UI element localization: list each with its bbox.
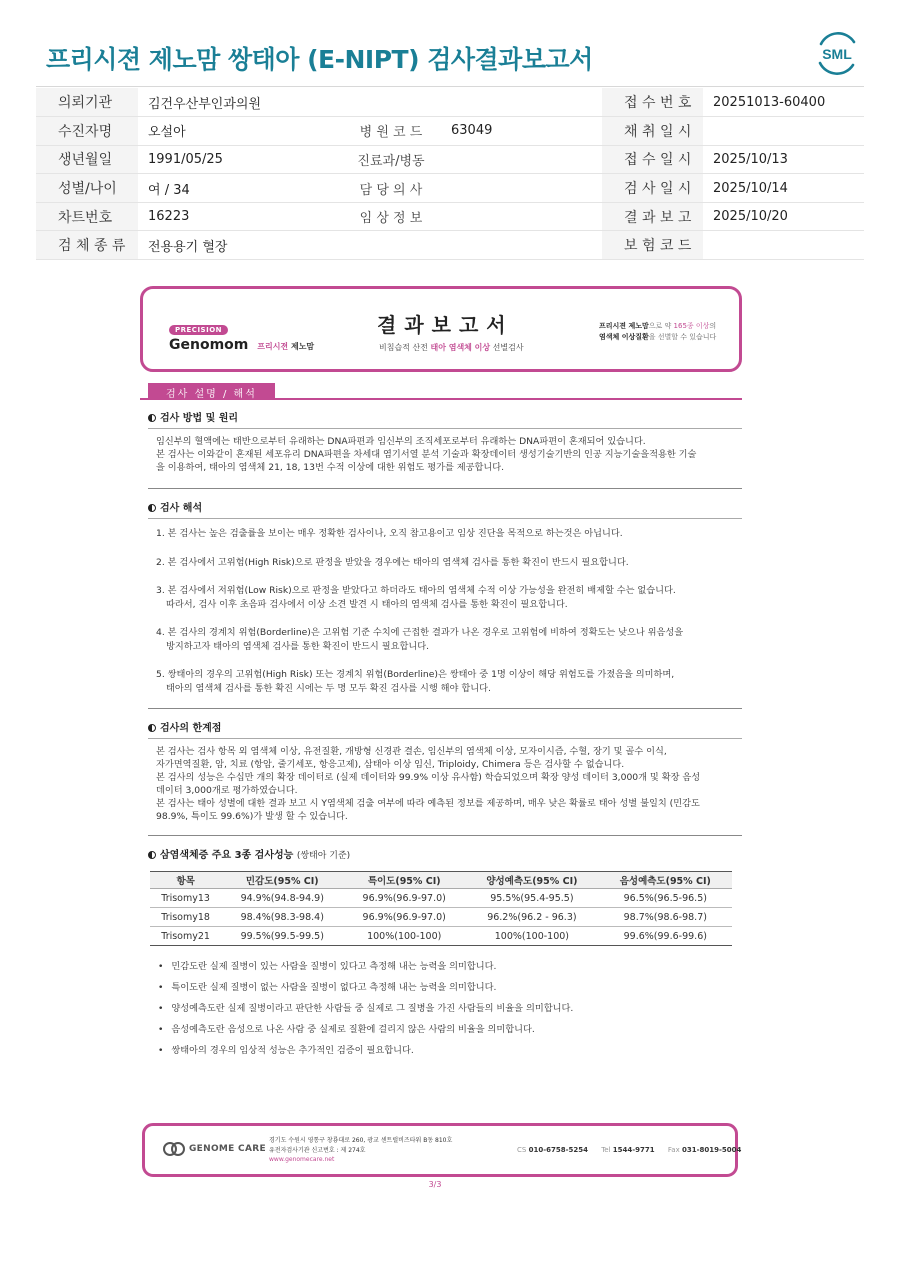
table-cell: Trisomy18 <box>150 908 221 927</box>
genome-care-mark-icon <box>163 1141 185 1157</box>
list-item: 4. 본 검사의 경계치 위험(Borderline)은 고위험 기준 수치에 근접한 결과가 나온 경우로 고위험에 비하여 정확도는 낮으나 위음성을 방지하고자 태아의 염색체 검사를 통한 확진이 반드시 필요합니다. <box>156 627 684 652</box>
report-subtitle: 비침습적 산전 태아 염색체 이상 선별검사 <box>379 343 524 352</box>
page-title: 프리시젼 제노맘 쌍태아 (E-NIPT) 검사결과보고서 <box>46 45 593 74</box>
info-value: 김건우산부인과의원 <box>138 88 341 117</box>
info-value <box>441 88 602 117</box>
half-circle-icon <box>148 724 156 732</box>
divider <box>148 708 742 709</box>
info-value: 여 / 34 <box>138 174 341 203</box>
sml-logo-text: SML <box>822 46 852 62</box>
info-label: 접 수 일 시 <box>602 145 703 174</box>
info-value: 오설아 <box>138 117 341 146</box>
table-cell: 96.5%(96.5-96.5) <box>599 889 732 908</box>
info-value: 2025/10/13 <box>703 145 864 174</box>
table-cell: 98.4%(98.3-98.4) <box>221 908 343 927</box>
info-value <box>441 231 602 260</box>
genome-care-logo <box>163 1141 266 1157</box>
fax-number: 031-8019-5004 <box>681 1146 742 1154</box>
section-tab: 검사 설명 / 해석 <box>148 383 275 400</box>
table-cell: 96.2%(96.2 - 96.3) <box>465 908 598 927</box>
info-row <box>36 117 864 146</box>
list-item: 1. 본 검사는 높은 검출률을 보이는 매우 정확한 검사이나, 오직 참고용이고 임상 진단을 목적으로 하는것은 아닙니다. <box>156 528 623 539</box>
info-value: 1991/05/25 <box>138 145 341 174</box>
definition-notes <box>158 958 742 1063</box>
info-value: 전용용기 혈장 <box>138 231 341 260</box>
table-cell: 98.7%(98.6-98.7) <box>599 908 732 927</box>
divider <box>148 488 742 489</box>
info-label: 병 원 코 드 <box>341 117 441 146</box>
footer-contact: CS 010-6758-5254 Tel 1544-9771 Fax 031-8019-5004 <box>517 1146 742 1154</box>
column-header: 양성예측도(95% CI) <box>465 872 598 889</box>
list-item: 3. 본 검사에서 저위험(Low Risk)으로 판정을 받았다고 하더라도 태아의 염색체 수적 이상 가능성을 완전히 배제할 수는 없습니다. 따라서, 검사 이후 초음파 검사에서 이상 소견 발견 시 태아의 염색체 검사를 통한 확진이 필요합니다. <box>156 585 676 610</box>
info-label: 접 수 번 호 <box>602 88 703 117</box>
report-title: 결과보고서 <box>377 313 514 337</box>
info-row <box>36 174 864 203</box>
column-header: 민감도(95% CI) <box>221 872 343 889</box>
performance-heading: 삼염색체증 주요 3종 검사성능 (쌍태아 기준) <box>148 846 742 865</box>
table-row <box>150 927 732 946</box>
info-value <box>703 117 864 146</box>
info-label: 임 상 정 보 <box>341 202 441 231</box>
info-label <box>341 88 441 117</box>
info-value: 63049 <box>441 117 602 146</box>
info-row <box>36 145 864 174</box>
info-row <box>36 88 864 117</box>
info-value <box>441 145 602 174</box>
section-tab-bar <box>140 382 742 400</box>
info-label: 의뢰기관 <box>36 88 138 117</box>
table-cell: 95.5%(95.4-95.5) <box>465 889 598 908</box>
info-label: 차트번호 <box>36 202 138 231</box>
limits-text: 본 검사는 검사 항목 외 염색체 이상, 유전질환, 개방형 신경관 결손, 임신부의 염색체 이상, 모자이시즘, 수혈, 장기 및 골수 이식, 자가면역질환, 암, 치료 (항암, 줄기세포, 항응고제), 삼태아 이상 임신, Triploidy, Chimera 등은 검사할 수 없습니다. 본 검사의 성능은 수십만 개의 확장 데이터로 (실제 데이터와 99.9% 이상 유사함) 학습되었으며 확장 양성 데이터 3,000개 및 확장 음성 데이터 3,000개로 평가하였습니다. 본 검사는 태아 성별에 대한 결과 보고 시 Y염색체 검출 여부에 따라 예측된 정보를 제공하며, 매우 낮은 확률로 태아 성별 불일치 (민감도 98.9%, 특이도 99.6%)가 발생 할 수 있습니다. <box>156 746 701 822</box>
report-header <box>140 286 742 372</box>
genomom-sub-pink: 프리시젼 <box>257 342 289 351</box>
title-divider <box>36 86 864 87</box>
table-cell: Trisomy21 <box>150 927 221 946</box>
column-header: 특이도(95% CI) <box>343 872 465 889</box>
sml-logo <box>812 30 862 76</box>
info-label: 채 취 일 시 <box>602 117 703 146</box>
genomom-logo <box>169 317 314 353</box>
table-cell: 96.9%(96.9-97.0) <box>343 889 465 908</box>
table-row <box>150 908 732 927</box>
info-label <box>341 231 441 260</box>
info-row <box>36 231 864 260</box>
half-circle-icon <box>148 504 156 512</box>
note-item: • 특이도란 실제 질병이 없는 사람을 질병이 없다고 측정해 내는 능력을 의미합니다. <box>158 979 742 1000</box>
genomom-sub: 제노맘 <box>290 342 315 351</box>
info-label: 성별/나이 <box>36 174 138 203</box>
info-label: 생년월일 <box>36 145 138 174</box>
info-label: 결 과 보 고 <box>602 202 703 231</box>
info-value: 16223 <box>138 202 341 231</box>
cs-number: 010-6758-5254 <box>528 1146 588 1154</box>
info-value <box>703 231 864 260</box>
interpretation-list <box>156 527 742 695</box>
table-cell: Trisomy13 <box>150 889 221 908</box>
tel-number: 1544-9771 <box>612 1146 655 1154</box>
table-cell: 94.9%(94.8-94.9) <box>221 889 343 908</box>
column-header: 음성예측도(95% CI) <box>599 872 732 889</box>
info-label: 검 사 일 시 <box>602 174 703 203</box>
info-label: 검 체 종 류 <box>36 231 138 260</box>
method-heading: 검사 방법 및 원리 <box>148 409 742 429</box>
patient-info-table <box>36 88 864 260</box>
info-value <box>441 174 602 203</box>
header-tagline: 프리시젼 제노맘으로 약 165종 이상의 염색체 이상질환을 선별할 수 있습니다 <box>599 322 717 341</box>
note-item: • 쌍태아의 경우의 임상적 성능은 추가적인 검증이 필요합니다. <box>158 1042 742 1063</box>
info-value: 2025/10/20 <box>703 202 864 231</box>
report-footer <box>142 1123 742 1177</box>
footer-url: www.genomecare.net <box>269 1156 335 1163</box>
info-label: 수진자명 <box>36 117 138 146</box>
info-label: 진료과/병동 <box>341 145 441 174</box>
limits-heading: 검사의 한계점 <box>148 719 742 739</box>
table-cell: 96.9%(96.9-97.0) <box>343 908 465 927</box>
genomom-brand: Genomom <box>169 337 249 353</box>
info-value <box>441 202 602 231</box>
table-cell: 100%(100-100) <box>465 927 598 946</box>
precision-pill: PRECISION <box>169 325 228 335</box>
half-circle-icon <box>148 851 156 859</box>
table-cell: 99.5%(99.5-99.5) <box>221 927 343 946</box>
page-number: 3/3 <box>428 1180 442 1189</box>
note-item: • 양성예측도란 실제 질병이라고 판단한 사람들 중 실제로 그 질병을 가진 사람들의 비율을 의미합니다. <box>158 1000 742 1021</box>
note-item: • 민감도란 실제 질병이 있는 사람을 질병이 있다고 측정해 내는 능력을 의미합니다. <box>158 958 742 979</box>
interpretation-heading: 검사 해석 <box>148 499 742 519</box>
info-value: 2025/10/14 <box>703 174 864 203</box>
half-circle-icon <box>148 414 156 422</box>
performance-table <box>150 871 732 946</box>
column-header: 항목 <box>150 872 221 889</box>
footer-address: 경기도 수원시 영통구 창룡대로 260, 광교 센트럴비즈타워 B동 810호 유전자검사기관 신고번호 : 제 274호 www.genomecare.net <box>269 1137 453 1163</box>
divider <box>148 835 742 836</box>
table-cell: 100%(100-100) <box>343 927 465 946</box>
table-row <box>150 889 732 908</box>
list-item: 2. 본 검사에서 고위험(High Risk)으로 판정을 받았을 경우에는 태아의 염색체 검사를 통한 확진이 반드시 필요합니다. <box>156 556 629 568</box>
method-text: 임신부의 혈액에는 태반으로부터 유래하는 DNA파편과 임신부의 조직세포로부터 유래하는 DNA파편이 혼재되어 있습니다. 본 검사는 이와같이 혼재된 세포유리 DNA파편을 차세대 염기서열 분석 기술과 확장데이터 생성기술기반의 인공 지능기술을적용한 기술 을 이용하여, 태아의 염색체 21, 18, 13번 수적 이상에 대한 위험도 평가를 제공합니다. <box>156 436 697 473</box>
genome-care-brand: GENOME CARE <box>189 1144 266 1154</box>
list-item: 5. 쌍태아의 경우의 고위험(High Risk) 또는 경계치 위험(Borderline)은 쌍태아 중 1명 이상이 해당 위험도를 가졌음을 의미하며, 태아의 염색체 검사를 통한 확진 시에는 두 명 모두 확진 검사를 시행 해야 합니다. <box>156 669 675 694</box>
note-item: • 음성예측도란 음성으로 나온 사람 중 실제로 질환에 걸리지 않은 사람의 비율을 의미합니다. <box>158 1021 742 1042</box>
info-row <box>36 202 864 231</box>
info-label: 보 험 코 드 <box>602 231 703 260</box>
info-value: 20251013-60400 <box>703 88 864 117</box>
report-sheet <box>140 286 742 1063</box>
table-cell: 99.6%(99.6-99.6) <box>599 927 732 946</box>
info-label: 담 당 의 사 <box>341 174 441 203</box>
